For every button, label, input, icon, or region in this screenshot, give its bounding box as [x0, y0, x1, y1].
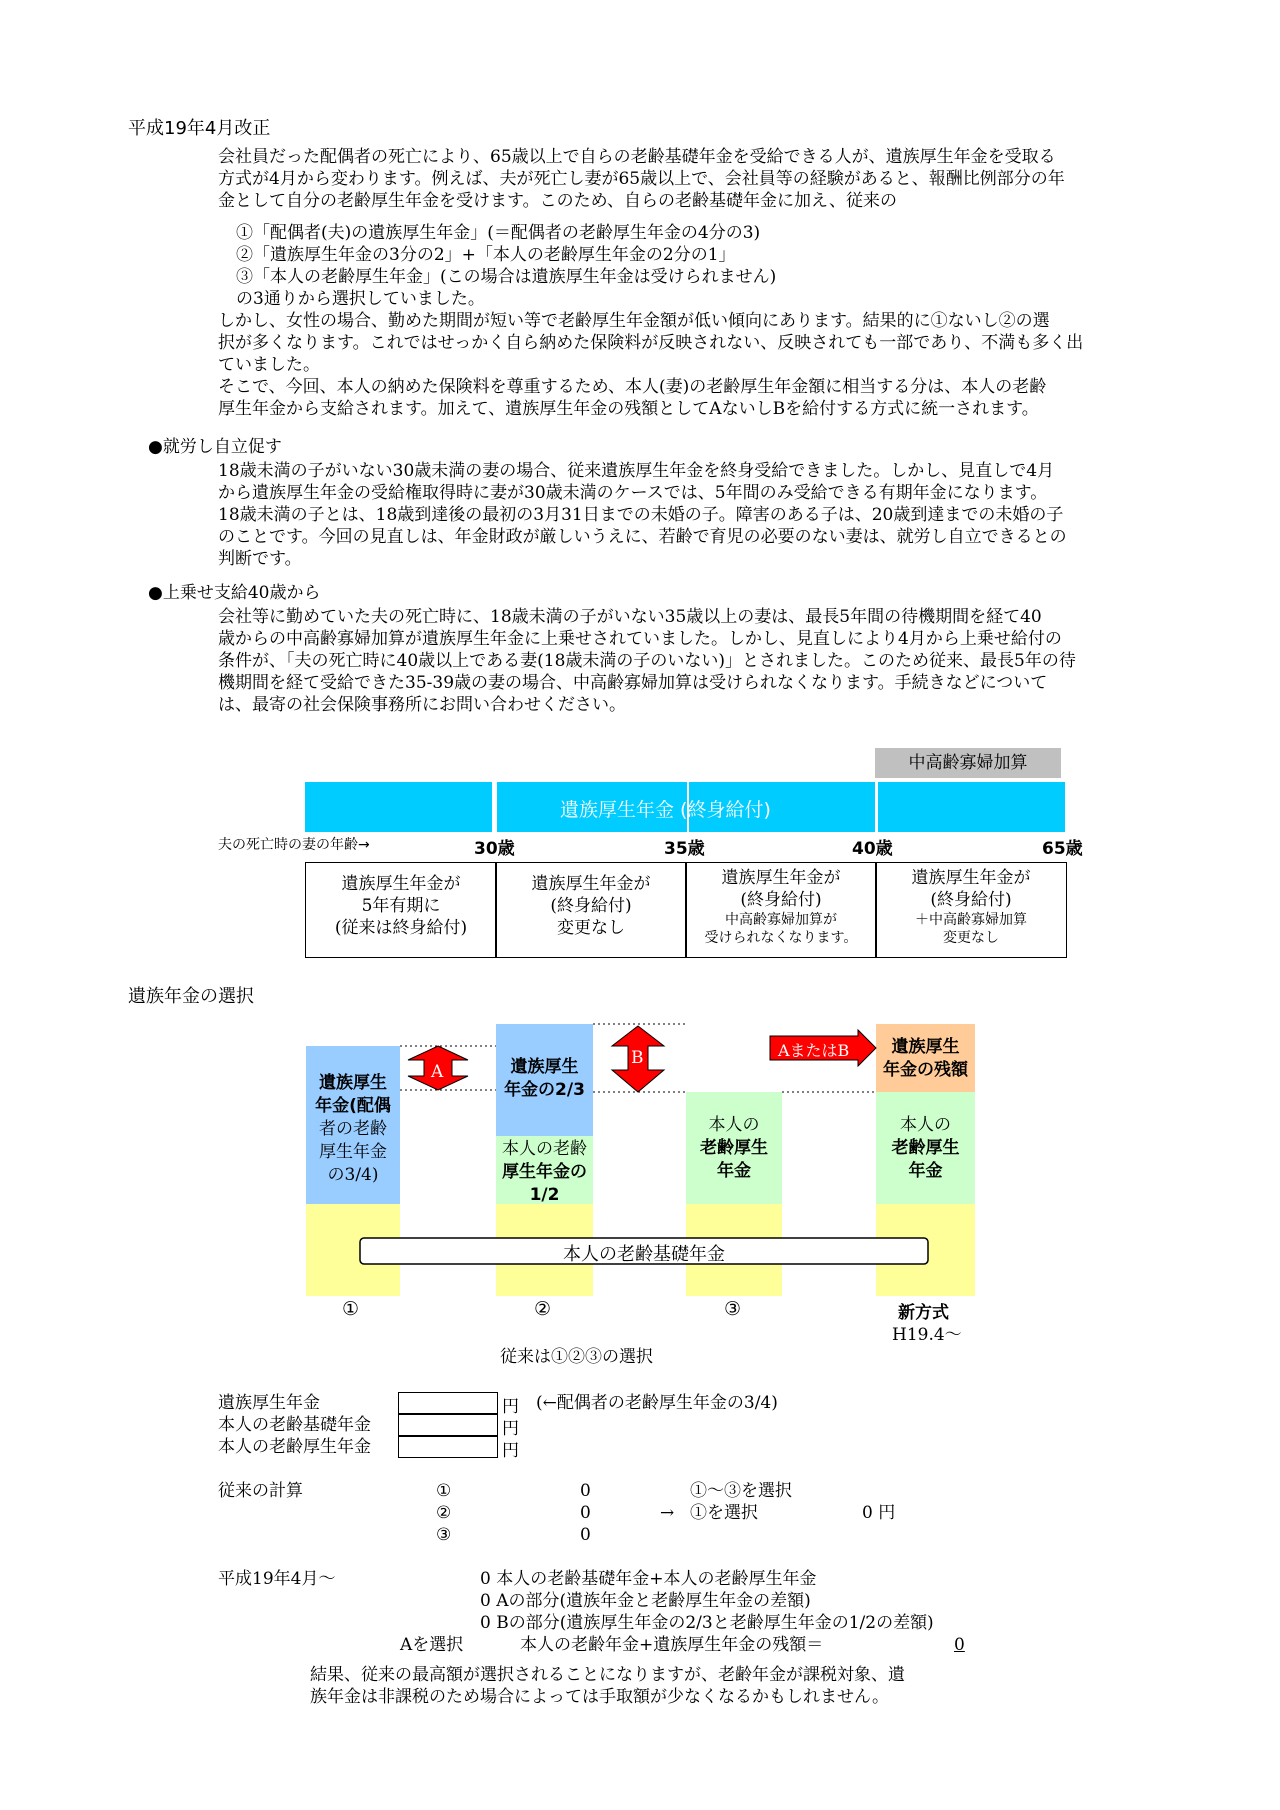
heading-text: 上乗せ支給40歳から: [162, 583, 321, 603]
col-text: 遺族厚生: [319, 1073, 387, 1093]
cell-note: 受けられなくなります。: [704, 930, 858, 946]
h19-formula: 本人の老齢年金+遺族厚生年金の残額＝: [520, 1635, 824, 1655]
option-item: ③「本人の老齢厚生年金」(この場合は遺族厚生年金は受けられません): [236, 267, 777, 287]
employee-pension-field[interactable]: [398, 1436, 498, 1458]
bullet-icon: ●: [148, 437, 163, 457]
input-label-survivor: 遺族厚生年金: [218, 1393, 320, 1413]
calc-row-val: 0: [580, 1525, 591, 1545]
col-text: 年金: [908, 1161, 943, 1181]
col-number: ③: [724, 1298, 742, 1320]
text-line: 結果、従来の最高額が選択されることになりますが、老齢年金が課税対象、遺: [310, 1665, 905, 1685]
text-line: 機期間を経て受給できた35-39歳の妻の場合、中高齢寡婦加算は受けられなくなります。手続きなどについて: [218, 673, 1048, 693]
cell-line: 遺族厚生年金が: [721, 868, 841, 888]
cell-line: 遺族厚生年金が: [911, 868, 1031, 888]
cell-line: 遺族厚生年金が: [341, 874, 461, 894]
calc-result-text: ①を選択: [690, 1503, 758, 1523]
h19-select: Aを選択: [400, 1635, 464, 1655]
conventional-note: 従来は①②③の選択: [500, 1347, 653, 1367]
arrow-right-icon: →: [660, 1503, 675, 1523]
calc-select-text: ①～③を選択: [690, 1481, 792, 1501]
col-text: 者の老齢: [319, 1119, 387, 1139]
text-line: 会社等に勤めていた夫の死亡時に、18歳未満の子がいない35歳以上の妻は、最長5年間の待機期間を経て40: [218, 607, 1042, 627]
cell-note: 変更なし: [943, 930, 999, 946]
cell-line: 遺族厚生年金が: [531, 874, 651, 894]
text-line: 18歳未満の子とは、18歳到達後の最初の3月31日までの未婚の子。障害のある子は、20歳到達までの未婚の子: [218, 505, 1064, 525]
text-line: 0 本人の老齢基礎年金+本人の老齢厚生年金: [480, 1569, 817, 1589]
yen-unit: 円: [502, 1397, 519, 1417]
option-item: ①「配偶者(夫)の遺族厚生年金」(＝配偶者の老齢厚生年金の4分の3): [236, 223, 761, 243]
col-text: 厚生年金の: [502, 1162, 587, 1182]
col-text: の3/4): [327, 1165, 379, 1185]
col-text: 年金: [717, 1161, 751, 1181]
cell-line: (従来は終身給付): [334, 918, 468, 938]
col-number: ①: [342, 1298, 360, 1320]
col-text: 年金の残額: [883, 1060, 968, 1080]
cell-line: (終身給付): [740, 890, 822, 910]
yen-unit: 円: [502, 1419, 519, 1439]
age-tick: 30歳: [474, 839, 515, 859]
text-line: 判断です。: [218, 549, 302, 569]
col-text: 遺族厚生: [510, 1057, 579, 1077]
cell-note: 中高齢寡婦加算が: [725, 912, 837, 928]
col-text: 厚生年金: [319, 1142, 387, 1162]
text-line: しかし、女性の場合、勤めた期間が短い等で老齢厚生年金額が低い傾向にあります。結果的に①ないし②の選: [218, 311, 1050, 331]
yen-unit: 円: [502, 1441, 519, 1461]
survivor-pension-bar-label: 遺族厚生年金 (終身給付): [560, 799, 771, 821]
cell-line: (終身給付): [930, 890, 1012, 910]
arrow-b-label: B: [631, 1048, 644, 1068]
text-line: 厚生年金から支給されます。加えて、遺族厚生年金の残額としてAないしBを給付する方式に統一されます。: [218, 399, 1039, 419]
arrow-a-label: A: [431, 1062, 444, 1082]
text-line: から遺族厚生年金の受給権取得時に妻が30歳未満のケースでは、5年間のみ受給できる有期年金になります。: [218, 483, 1048, 503]
option-item: ②「遺族厚生年金の3分の2」+「本人の老齢厚生年金の2分の1」: [236, 245, 736, 265]
age-axis-label: 夫の死亡時の妻の年齢→: [218, 837, 370, 853]
h19-note: [310, 1664, 905, 1708]
text-line: 条件が、「夫の死亡時に40歳以上である妻(18歳未満の子のいない)」とされました。このため従来、最長5年の待: [218, 651, 1076, 671]
age-tick: 40歳: [852, 839, 893, 859]
input-label-employee: 本人の老齢厚生年金: [218, 1437, 371, 1457]
text-line: 0 Aの部分(遺族年金と老齢厚生年金の差額): [480, 1591, 811, 1611]
survivor-pension-field[interactable]: [398, 1392, 498, 1414]
middle-aged-widow-addition-bar: 中高齢寡婦加算: [875, 748, 1061, 778]
heading-text: 就労し自立促す: [162, 437, 282, 457]
arrow-a-or-b-label: AまたはB: [778, 1041, 850, 1060]
age-tick: 65歳: [1042, 839, 1083, 859]
col-text: 年金の2/3: [504, 1080, 585, 1100]
h19-lines: [480, 1568, 934, 1634]
bullet-icon: ●: [148, 583, 163, 603]
cell-line: 5年有期に: [361, 896, 441, 916]
new-method-date: H19.4～: [892, 1325, 962, 1345]
h19-result: 0: [954, 1635, 965, 1655]
col-text: 老齢厚生: [700, 1138, 768, 1158]
col-text: 老齢厚生: [891, 1138, 960, 1158]
text-line: 0 Bの部分(遺族厚生年金の2/3と老齢厚生年金の1/2の差額): [480, 1613, 934, 1633]
col-text: 本人の: [900, 1115, 951, 1135]
text-line: 会社員だった配偶者の死亡により、65歳以上で自らの老齢基礎年金を受給できる人が、遺族厚生年金を受取る: [218, 147, 1056, 167]
text-line: のことです。今回の見直しは、年金財政が厳しいうえに、若齢で育児の必要のない妻は、就労し自立できるとの: [218, 527, 1067, 547]
cell-note: ＋中高齢寡婦加算: [915, 912, 1027, 928]
calc-row-val: 0: [580, 1503, 591, 1523]
basic-pension-label: 本人の老齢基礎年金: [563, 1244, 725, 1265]
text-line: 択が多くなります。これではせっかく自ら納めた保険料が反映されない、反映されても一部であり、不満も多く出: [218, 333, 1084, 353]
col-number: ②: [534, 1298, 552, 1320]
text-line: そこで、今回、本人の納めた保険料を尊重するため、本人(妻)の老齢厚生年金額に相当する分は、本人の老齢: [218, 377, 1047, 397]
calc-label: 従来の計算: [218, 1481, 303, 1501]
h19-label: 平成19年4月～: [218, 1569, 336, 1589]
basic-pension-field[interactable]: [398, 1414, 498, 1436]
cell-line: (終身給付): [550, 896, 632, 916]
text-line: ていました。: [218, 355, 320, 375]
col-text: 1/2: [529, 1185, 560, 1205]
section-title-selection: 遺族年金の選択: [128, 986, 254, 1007]
text-line: 歳からの中高齢寡婦加算が遺族厚生年金に上乗せされていました。しかし、見直しにより4月から上乗せ給付の: [218, 629, 1062, 649]
calc-row-num: ①: [436, 1481, 452, 1501]
section-title-reform: 平成19年4月改正: [128, 118, 271, 139]
input-label-basic: 本人の老齢基礎年金: [218, 1415, 371, 1435]
col-text: 遺族厚生: [891, 1037, 960, 1057]
calc-row-num: ②: [436, 1503, 452, 1523]
calc-row-val: 0: [580, 1481, 591, 1501]
cell-line: 変更なし: [557, 918, 625, 938]
age-tick: 35歳: [664, 839, 705, 859]
col-text: 本人の: [708, 1115, 760, 1135]
option-item: の3通りから選択していました。: [236, 289, 485, 309]
col-text: 本人の老齢: [502, 1139, 587, 1159]
col-text: 年金(配偶: [315, 1096, 391, 1116]
text-line: 金として自分の老齢厚生年金を受けます。このため、自らの老齢基礎年金に加え、従来の: [218, 191, 897, 211]
calc-row-num: ③: [436, 1525, 452, 1545]
calc-result-value: 0 円: [862, 1503, 896, 1523]
text-line: 方式が4月から変わります。例えば、夫が死亡し妻が65歳以上で、会社員等の経験があると、報酬比例部分の年: [218, 169, 1065, 189]
text-line: 族年金は非課税のため場合によっては手取額が少なくなるかもしれません。: [310, 1687, 890, 1707]
input-note: (←配偶者の老齢厚生年金の3/4): [536, 1393, 778, 1413]
text-line: は、最寄の社会保険事務所にお問い合わせください。: [218, 695, 626, 715]
text-line: 18歳未満の子がいない30歳未満の妻の場合、従来遺族厚生年金を終身受給できました。しかし、見直しで4月: [218, 461, 1055, 481]
new-method-label: 新方式: [898, 1303, 949, 1323]
